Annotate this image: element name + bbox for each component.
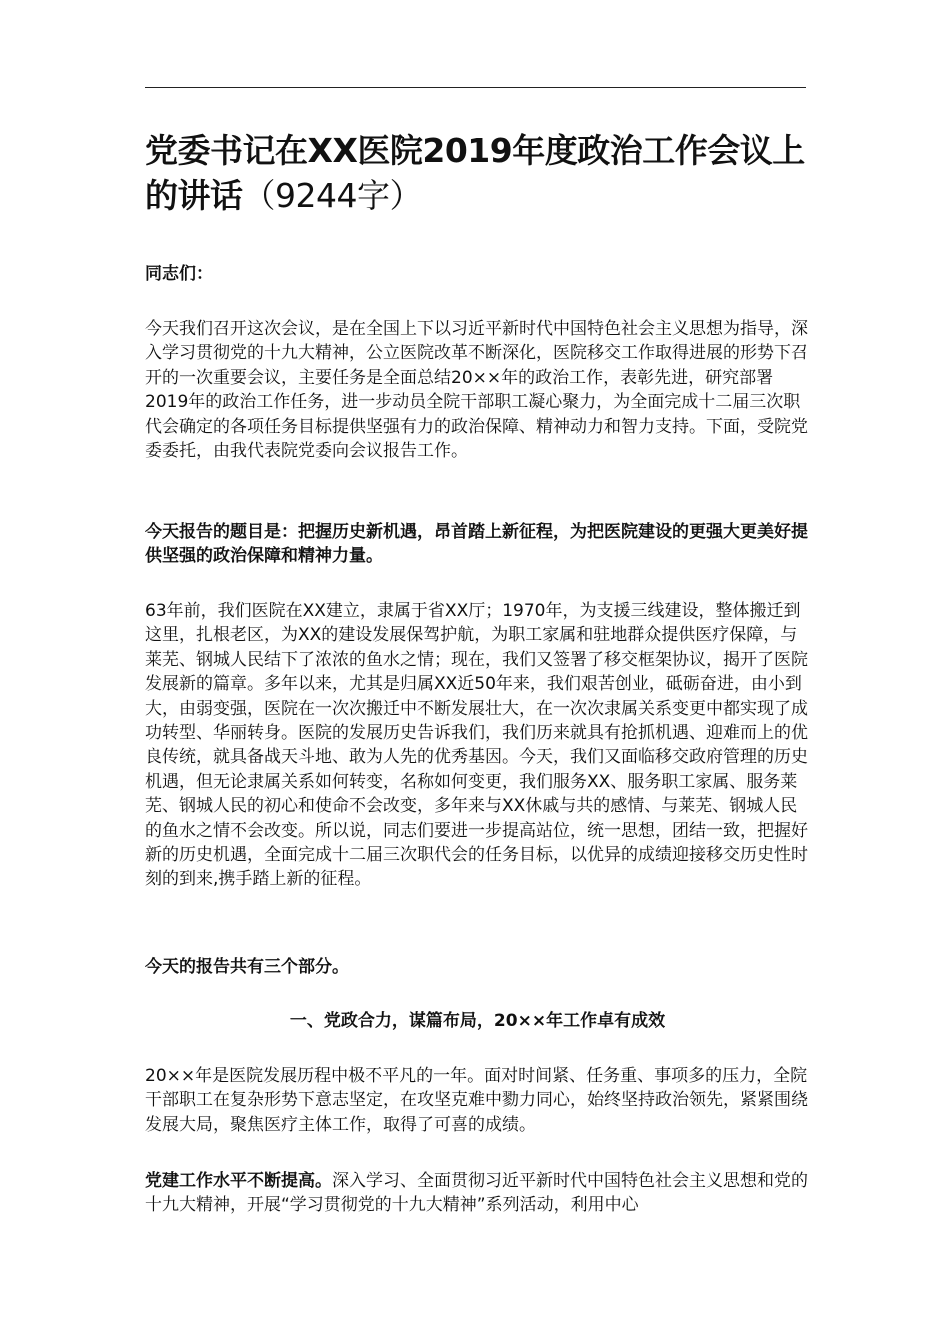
party-building-paragraph xyxy=(145,1169,810,1218)
intro-paragraph: 今天我们召开这次会议，是在全国上下以习近平新时代中国特色社会主义思想为指导，深入学习贯彻党的十九大精神，公立医院改革不断深化，医院移交工作取得进展的形势下召开的一次重要会议，主要任务是全面总结20××年的政治工作，表彰先进，研究部署2019年的政治工作任务，进一步动员全院干部职工凝心聚力，为全面完成十二届三次职代会确定的各项任务目标提供坚强有力的政治保障、精神动力和智力支持。下面，受院党委委托，由我代表院党委向会议报告工作。 xyxy=(145,319,808,462)
document-title xyxy=(145,128,815,218)
party-building-lead: 党建工作水平不断提高。 xyxy=(145,1171,332,1191)
salutation: 同志们： xyxy=(145,264,213,284)
history-paragraph: 63年前，我们医院在XX建立，隶属于省XX厅；1970年，为支援三线建设，整体搬迁到这里，扎根老区，为XX的建设发展保驾护航，为职工家属和驻地群众提供医疗保障，与莱芜、钢城人民结下了浓浓的鱼水之情；现在，我们又签署了移交框架协议，揭开了医院发展新的篇章。多年以来，尤其是归属XX近50年来，我们艰苦创业，砥砺奋进，由小到大，由弱变强，医院在一次次搬迁中不断发展壮大，在一次次隶属关系变更中都实现了成功转型、华丽转身。医院的发展历史告诉我们，我们历来就具有抢抓机遇、迎难而上的优良传统，就具备战天斗地、敢为人先的优秀基因。今天，我们又面临移交政府管理的历史机遇，但无论隶属关系如何转变，名称如何变更，我们服务XX、服务职工家属、服务莱芜、钢城人民的初心和使命不会改变，多年来与XX休戚与共的感情、与莱芜、钢城人民的鱼水之情不会改变。所以说，同志们要进一步提高站位，统一思想，团结一致，把握好新的历史机遇，全面完成十二届三次职代会的任务目标，以优异的成绩迎接移交历史性时刻的到来,携手踏上新的征程。 xyxy=(145,601,808,890)
title-word-count: （9244字） xyxy=(242,176,422,215)
report-theme: 今天报告的题目是：把握历史新机遇，昂首踏上新征程，为把医院建设的更强大更美好提供坚强的政治保障和精神力量。 xyxy=(145,522,808,567)
header-rule xyxy=(145,87,806,88)
parts-intro: 今天的报告共有三个部分。 xyxy=(145,957,349,977)
party-building-text: 深入学习、全面贯彻习近平新时代中国特色社会主义思想和党的十九大精神，开展“学习贯彻党的十九大精神”系列活动，利用中心 xyxy=(145,1171,808,1216)
summary-paragraph: 20××年是医院发展历程中极不平凡的一年。面对时间紧、任务重、事项多的压力，全院干部职工在复杂形势下意志坚定，在攻坚克难中勠力同心，始终坚持政治领先，紧紧围绕发展大局，聚焦医疗主体工作，取得了可喜的成绩。 xyxy=(145,1066,808,1135)
section-1-heading: 一、党政合力，谋篇布局，20××年工作卓有成效 xyxy=(289,1011,666,1031)
title-text: 党委书记在XX医院2019年度政治工作会议上的讲话 xyxy=(145,131,805,215)
